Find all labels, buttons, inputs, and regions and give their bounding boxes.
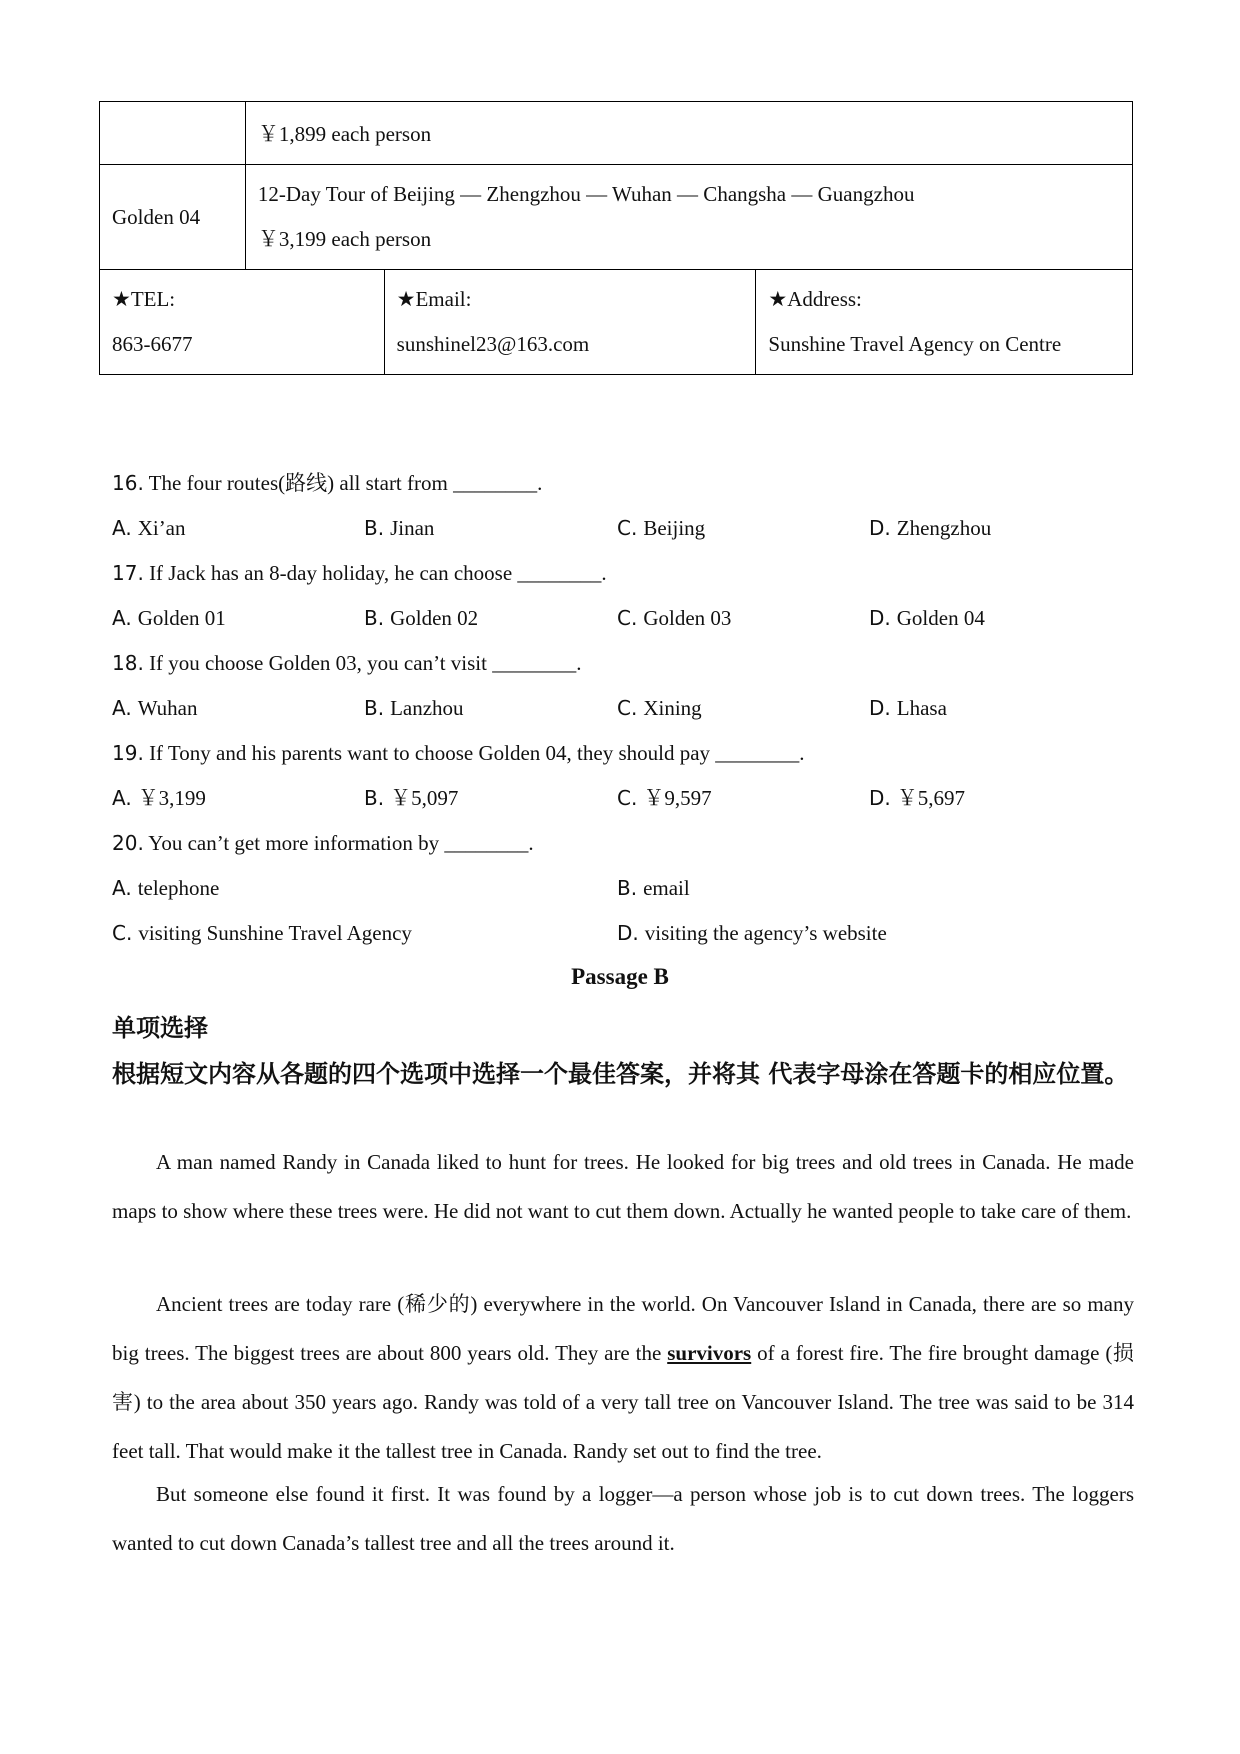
question-number: 20.	[112, 831, 144, 855]
instruction-text: 根据短文内容从各题的四个选项中选择一个最佳答案，并将其 代表字母涂在答题卡的相应位置。	[112, 1060, 1129, 1088]
option-b: B. Golden 02	[364, 606, 479, 630]
passage-paragraph-3: But someone else found it first. It was found by a logger—a person whose job is to cut down trees. The loggers wanted to cut down Canada’s tallest tree and all the trees around it.	[112, 1482, 1134, 1555]
question-18	[112, 650, 581, 676]
address-value: Sunshine Travel Agency on Centre	[768, 332, 1062, 356]
question-text: If you choose Golden 03, you can’t visit ________.	[143, 651, 582, 675]
table-row	[100, 165, 1133, 270]
tour-table	[99, 101, 1133, 375]
tel-value: 863-6677	[112, 332, 193, 356]
email-cell	[384, 270, 756, 375]
question-17	[112, 560, 607, 586]
question-number: 16.	[112, 471, 144, 495]
option-a: A. telephone	[112, 876, 220, 900]
question-19	[112, 740, 805, 766]
option-c: C. ￥9,597	[617, 786, 712, 810]
address-cell	[756, 270, 1133, 375]
passage-title: Passage B	[571, 964, 669, 989]
option-c: C. Golden 03	[617, 606, 732, 630]
option-c: C. Beijing	[617, 516, 706, 540]
tour-price-cell	[245, 102, 1132, 165]
tour-route: 12-Day Tour of Beijing — Zhengzhou — Wuhan — Changsha — Guangzhou	[257, 182, 915, 206]
email-label: ★Email:	[396, 287, 472, 311]
option-a: A. Xi’an	[112, 516, 186, 540]
tour-price: ￥3,199 each person	[257, 227, 432, 251]
table-row	[100, 102, 1133, 165]
tour-price: ￥1,899 each person	[257, 122, 432, 146]
question-20	[112, 830, 534, 856]
tour-code-cell	[100, 165, 246, 270]
option-a: A. Wuhan	[112, 696, 198, 720]
tour-code-cell	[100, 102, 246, 165]
passage-paragraph-1: A man named Randy in Canada liked to hunt for trees. He looked for big trees and old trees in Canada. He made maps to show where these trees were. He did not want to cut them down. Actually he wanted people to take care of them.	[112, 1150, 1134, 1223]
option-b: B. Jinan	[364, 516, 435, 540]
table-row	[100, 270, 1133, 375]
option-d: D. visiting the agency’s website	[617, 921, 887, 945]
email-value: sunshinel23@163.com	[396, 332, 590, 356]
tel-label: ★TEL:	[112, 287, 176, 311]
question-text: If Jack has an 8-day holiday, he can choose ________.	[143, 561, 607, 585]
option-a: A. Golden 01	[112, 606, 226, 630]
option-d: D. ￥5,697	[869, 786, 966, 810]
keyword-survivors: survivors	[667, 1341, 752, 1365]
option-d: D. Zhengzhou	[869, 516, 992, 540]
option-b: B. Lanzhou	[364, 696, 464, 720]
question-number: 19.	[112, 741, 144, 765]
option-c: C. Xining	[617, 696, 702, 720]
option-c: C. visiting Sunshine Travel Agency	[112, 921, 412, 945]
question-text: You can’t get more information by ________.	[143, 831, 534, 855]
question-16	[112, 470, 542, 496]
tel-cell	[100, 270, 385, 375]
address-label: ★Address:	[768, 287, 862, 311]
question-text: If Tony and his parents want to choose Golden 04, they should pay ________.	[143, 741, 805, 765]
option-b: B. email	[617, 876, 690, 900]
question-text: The four routes(路线) all start from ________.	[143, 471, 543, 495]
section-heading: 单项选择	[112, 1014, 208, 1042]
option-b: B. ￥5,097	[364, 786, 459, 810]
passage-paragraph-2: Ancient trees are today rare (稀少的) everywhere in the world. On Vancouver Island in Canada, there are so many big trees. The biggest trees are about 800 years old. They are the survivors of a forest fire. The fire brought damage (损害) to the area about 350 years ago. Randy was told of a very tall tree on Vancouver Island. The tree was said to be 314 feet tall. That would make it the tallest tree in Canada. Randy set out to find the tree.	[112, 1292, 1134, 1463]
tour-code: Golden 04	[112, 204, 201, 229]
tour-detail-cell	[245, 165, 1132, 270]
question-number: 17.	[112, 561, 144, 585]
option-d: D. Lhasa	[869, 696, 947, 720]
option-d: D. Golden 04	[869, 606, 985, 630]
question-number: 18.	[112, 651, 144, 675]
option-a: A. ￥3,199	[112, 786, 206, 810]
